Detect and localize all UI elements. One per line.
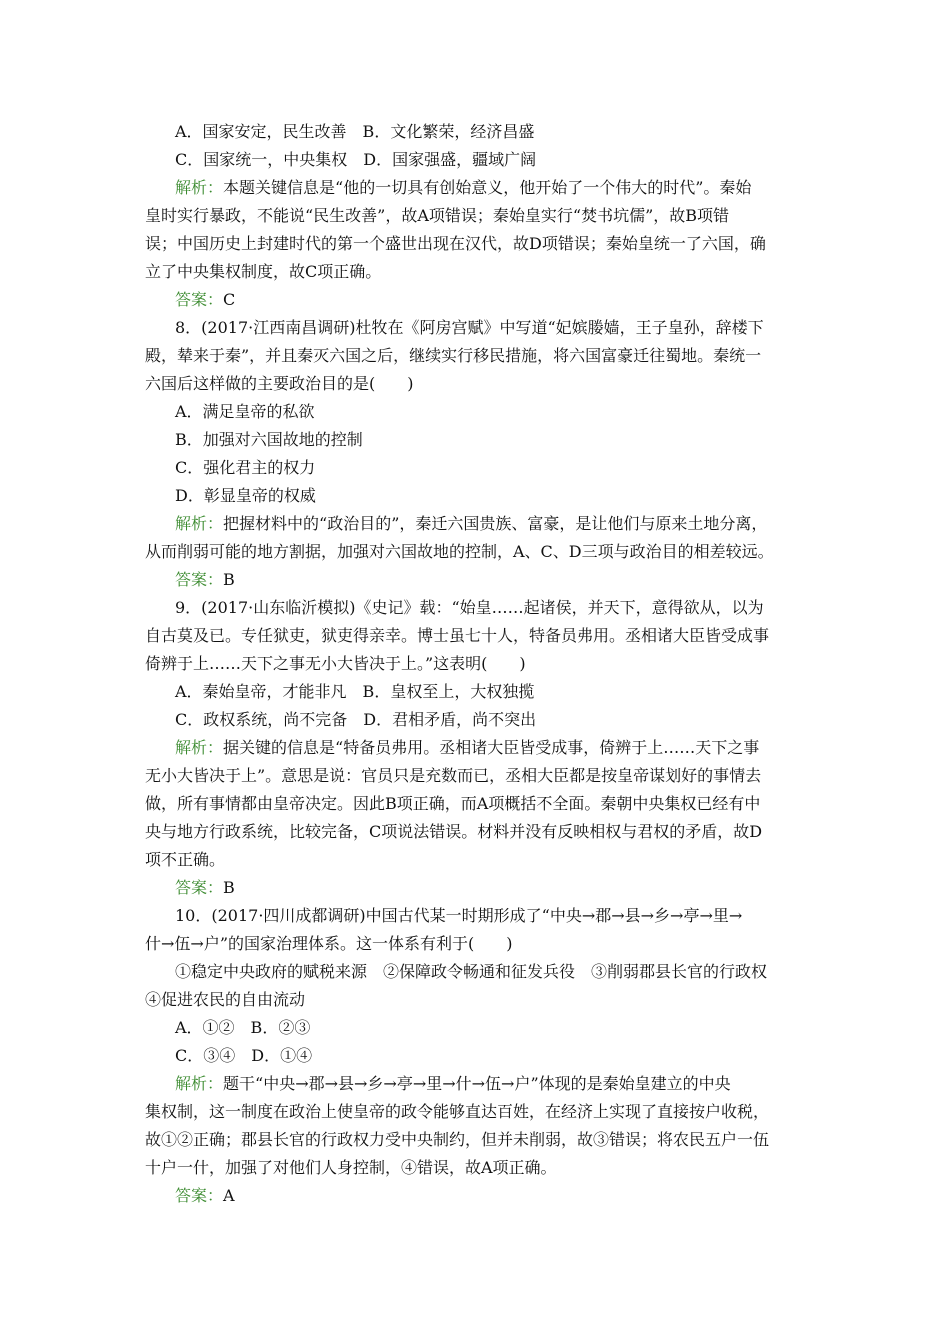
- q9-stem-line: 自古莫及已。专任狱吏，狱吏得亲幸。博士虽七十人，特备员弗用。丞相诸大臣皆受成事: [145, 626, 770, 645]
- analysis-label: 解析：: [175, 178, 224, 197]
- q7-analysis-line: 误；中国历史上封建时代的第一个盛世出现在汉代，故D项错误；秦始皇统一了六国，确: [145, 234, 766, 253]
- q8-stem-line: 六国后这样做的主要政治目的是( ): [145, 374, 414, 393]
- q10-statements-line: ④促进农民的自由流动: [145, 990, 306, 1009]
- q9-analysis-line: 做，所有事情都由皇帝决定。因此B项正确，而A项概括不全面。秦朝中央集权已经有中: [145, 794, 761, 813]
- q10-stem: 10．(2017·四川成都调研)中国古代某一时期形成了“中央→郡→县→乡→亭→里→: [175, 906, 743, 925]
- analysis-label: 解析：: [175, 1074, 224, 1093]
- q7-analysis-line: 立了中央集权制度，故C项正确。: [145, 262, 382, 281]
- analysis-label: 解析：: [175, 514, 224, 533]
- q9-stem: 9．(2017·山东临沂模拟)《史记》载：“始皇……起诸侯，并天下，意得欲从，以为: [175, 598, 764, 617]
- q9-options-ab: A．秦始皇帝，才能非凡 B．皇权至上，大权独揽: [175, 682, 535, 701]
- q7-analysis-line: 皇时实行暴政，不能说“民生改善”，故A项错误；秦始皇实行“焚书坑儒”，故B项错: [145, 206, 730, 225]
- answer-label: 答案：: [175, 290, 224, 309]
- analysis-label: 解析：: [175, 738, 224, 757]
- answer-label: 答案：: [175, 570, 224, 589]
- q9-analysis-line: 项不正确。: [145, 850, 226, 869]
- q10-analysis-line: 集权制，这一制度在政治上使皇帝的政令能够直达百姓，在经济上实现了直接按户收税，: [145, 1102, 770, 1121]
- q8-answer: 答案：B: [175, 570, 235, 589]
- q7-options-ab: A．国家安定，民生改善 B．文化繁荣，经济昌盛: [175, 122, 535, 141]
- q8-option-b: B．加强对六国故地的控制: [175, 430, 363, 449]
- q9-analysis-line: 无小大皆决于上”。意思是说：官员只是充数而已，丞相大臣都是按皇帝谋划好的事情去: [145, 766, 762, 785]
- q9-analysis-line: 央与地方行政系统，比较完备，C项说法错误。材料并没有反映相权与君权的矛盾，故D: [145, 822, 763, 841]
- q10-options-ab: A．①② B．②③: [175, 1018, 311, 1037]
- q9-stem-line: 倚辨于上……天下之事无小大皆决于上。”这表明( ): [145, 654, 526, 673]
- q10-analysis: 解析：题干“中央→郡→县→乡→亭→里→什→伍→户”体现的是秦始皇建立的中央: [175, 1074, 731, 1093]
- q10-analysis-line: 十户一什，加强了对他们人身控制，④错误，故A项正确。: [145, 1158, 557, 1177]
- answer-label: 答案：: [175, 878, 224, 897]
- q9-options-cd: C．政权系统，尚不完备 D．君相矛盾，尚不突出: [175, 710, 537, 729]
- q8-option-c: C．强化君主的权力: [175, 458, 316, 477]
- q10-analysis-line: 故①②正确；郡县长官的行政权力受中央制约，但并未削弱，故③错误；将农民五户一伍: [145, 1130, 770, 1149]
- q8-analysis: 解析：把握材料中的“政治目的”，秦迁六国贵族、富豪，是让他们与原来土地分离，: [175, 514, 768, 533]
- q7-options-cd: C．国家统一，中央集权 D．国家强盛，疆域广阔: [175, 150, 537, 169]
- q10-options-cd: C．③④ D．①④: [175, 1046, 313, 1065]
- q8-option-d: D．彰显皇帝的权威: [175, 486, 316, 505]
- q8-analysis-line: 从而削弱可能的地方割据，加强对六国故地的控制，A、C、D三项与政治目的相差较远。: [145, 542, 774, 561]
- q7-answer: 答案：C: [175, 290, 236, 309]
- q7-analysis: 解析：本题关键信息是“他的一切具有创始意义，他开始了一个伟大的时代”。秦始: [175, 178, 752, 197]
- q10-stem-line: 什→伍→户”的国家治理体系。这一体系有利于( ): [145, 934, 513, 953]
- q8-stem: 8．(2017·江西南昌调研)杜牧在《阿房宫赋》中写道“妃嫔媵嫱，王子皇孙，辞楼下: [175, 318, 764, 337]
- q8-stem-line: 殿，辇来于秦”，并且秦灭六国之后，继续实行移民措施，将六国富豪迁往蜀地。秦统一: [145, 346, 762, 365]
- q10-answer: 答案：A: [175, 1186, 235, 1205]
- q10-statements: ①稳定中央政府的赋税来源 ②保障政令畅通和征发兵役 ③削弱郡县长官的行政权: [175, 962, 768, 981]
- q9-analysis: 解析：据关键的信息是“特备员弗用。丞相诸大臣皆受成事，倚辨于上……天下之事: [175, 738, 760, 757]
- answer-label: 答案：: [175, 1186, 224, 1205]
- q8-option-a: A．满足皇帝的私欲: [175, 402, 315, 421]
- q9-answer: 答案：B: [175, 878, 235, 897]
